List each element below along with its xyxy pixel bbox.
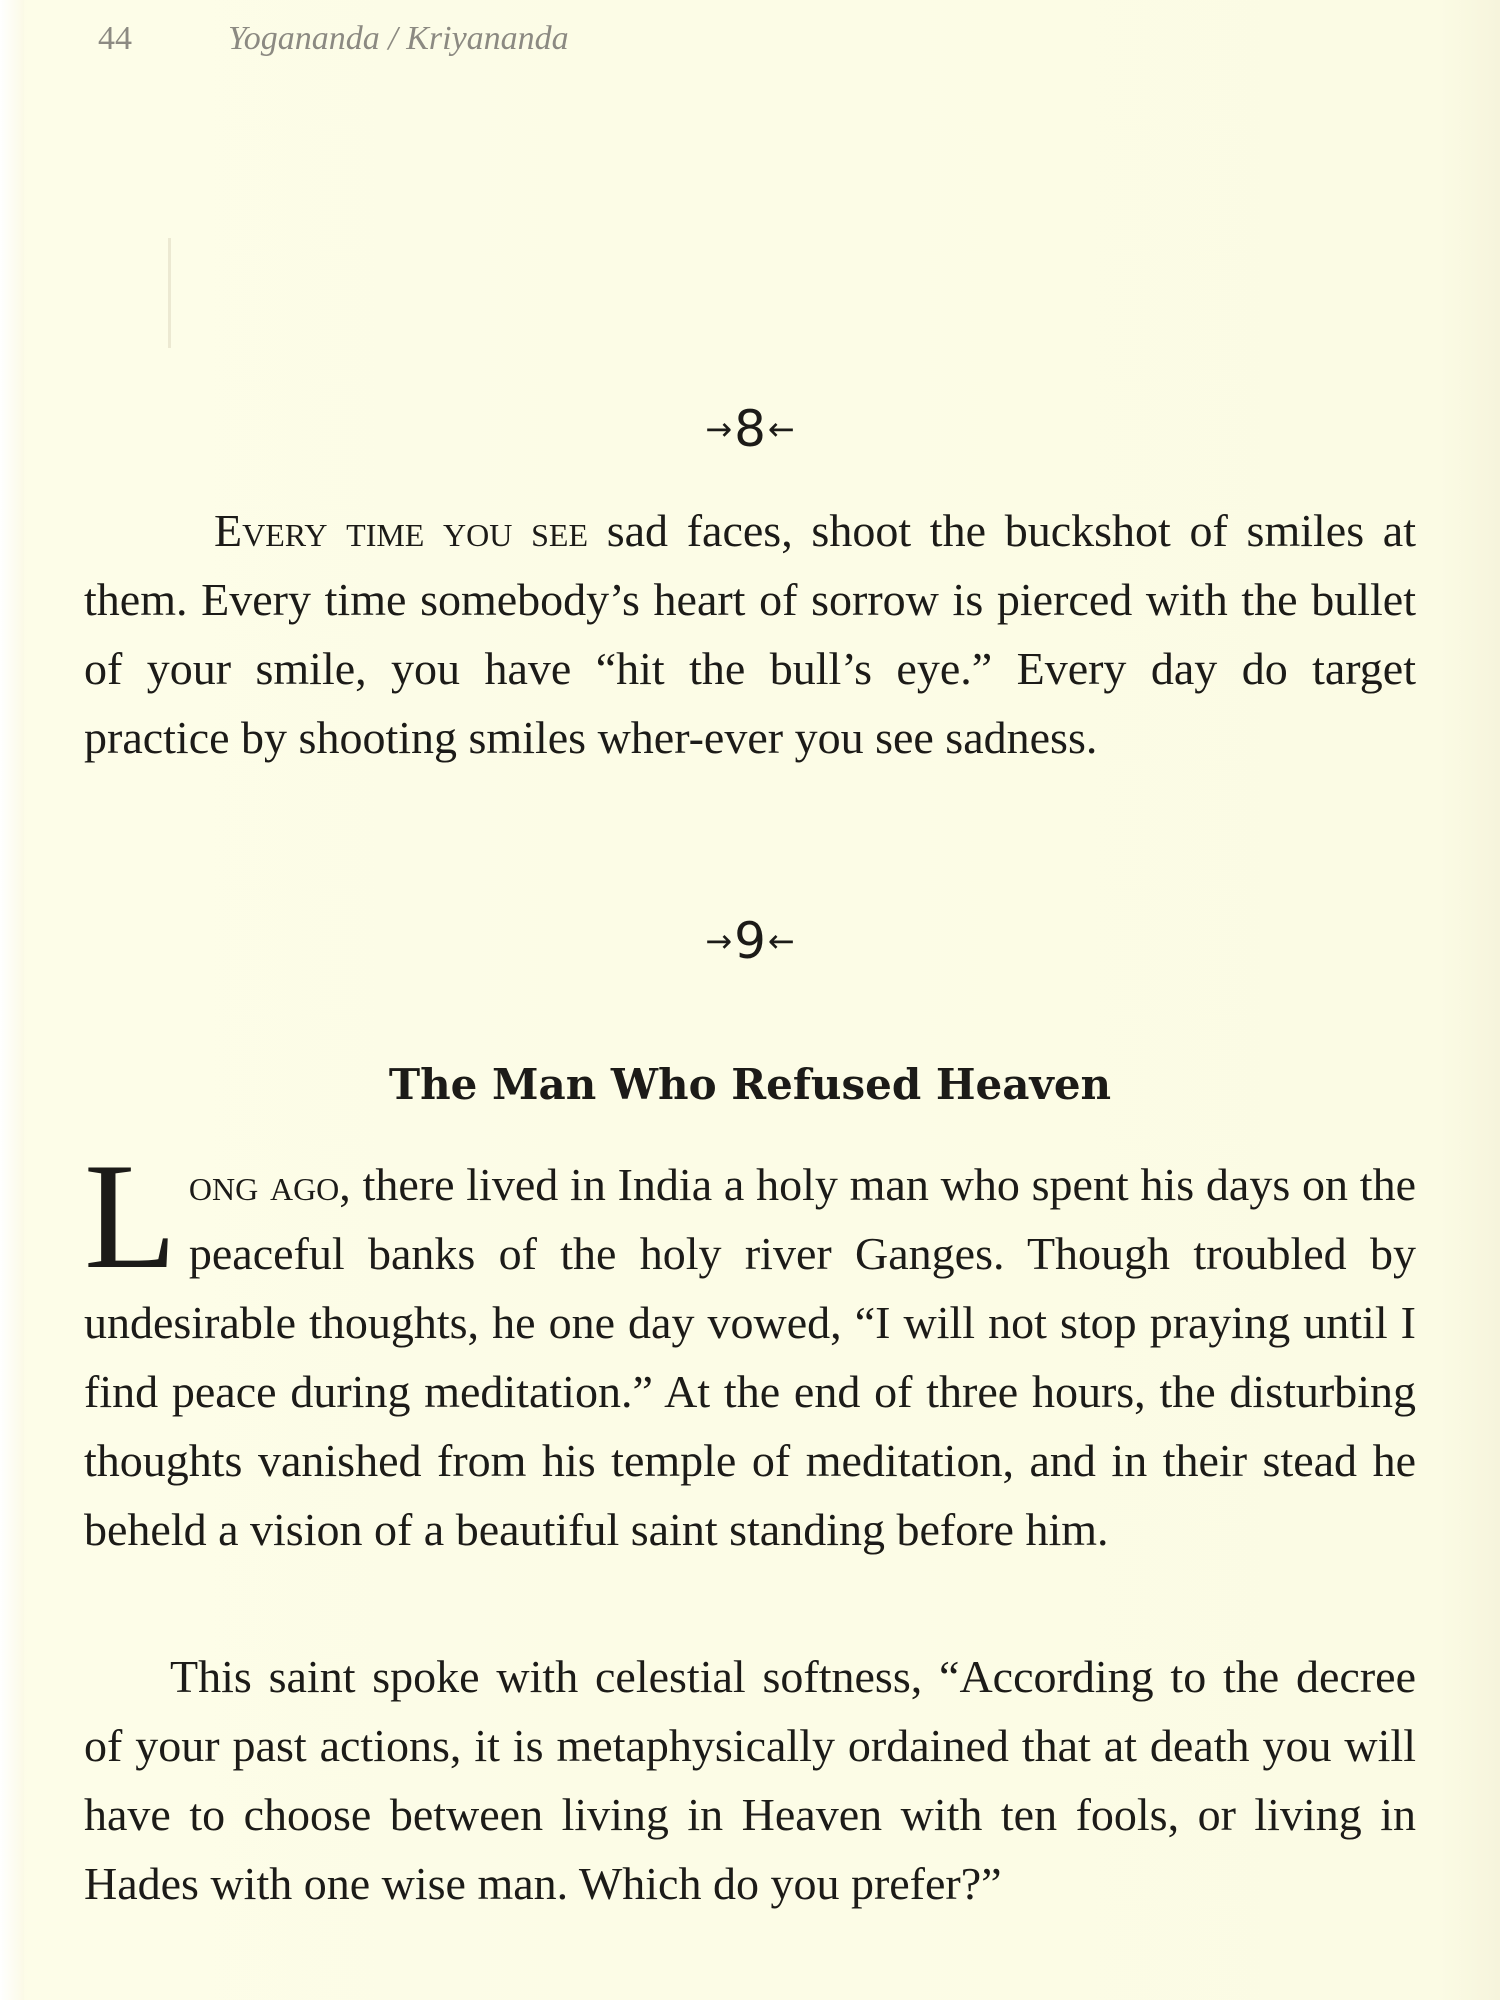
story-paragraph-2: This saint spoke with celestial softness, “According to the decree of your past actions, it is metaphysically ordained that at death you will have to choose between living in Heaven with ten fools, or living in Hades with one wise man. Which do you prefer?” (84, 1651, 1416, 1909)
section-number: 9 (734, 912, 766, 970)
opening-small-caps: Every time you see (214, 505, 588, 556)
story-paragraph-1 (84, 1132, 1416, 1564)
drop-cap: L (84, 1132, 177, 1300)
arrow-left-ornament-icon: ← (767, 410, 795, 448)
opening-small-caps: ong ago, (188, 1159, 351, 1210)
paragraph-text: there lived in India a holy man who spent his days on the peaceful banks of the holy river Ganges. Though troubled by undesirable thoughts, he one day vowed, “I will not stop praying until I find peace during meditation.” At the end of three hours, the disturbing thoughts vanished from his temple of meditation, and in their stead he beheld a vision of a beautiful saint standing before him. (84, 1159, 1416, 1555)
section-number: 8 (734, 400, 766, 458)
section-marker-8 (0, 400, 1500, 458)
page-number: 44 (98, 20, 132, 57)
story-title: The Man Who Refused Heaven (388, 1060, 1112, 1109)
show-through-mark (168, 238, 241, 348)
running-head (98, 20, 569, 58)
paragraph-text: sad faces, shoot the buckshot of smiles at them. Every time somebody’s heart of sorrow is pierced with the bullet of your smile, you have “hit the bull’s eye.” Every day do target practice by shooting smiles wher-ever you see sadness. (84, 505, 1417, 763)
page-edge (0, 0, 24, 2000)
arrow-left-ornament-icon: ← (767, 922, 795, 960)
section-8-paragraph (84, 496, 1416, 772)
arrow-right-ornament-icon: → (705, 922, 733, 960)
arrow-right-ornament-icon: → (705, 410, 733, 448)
running-head-authors: Yogananda / Kriyananda (228, 20, 569, 57)
section-marker-9 (0, 912, 1500, 970)
